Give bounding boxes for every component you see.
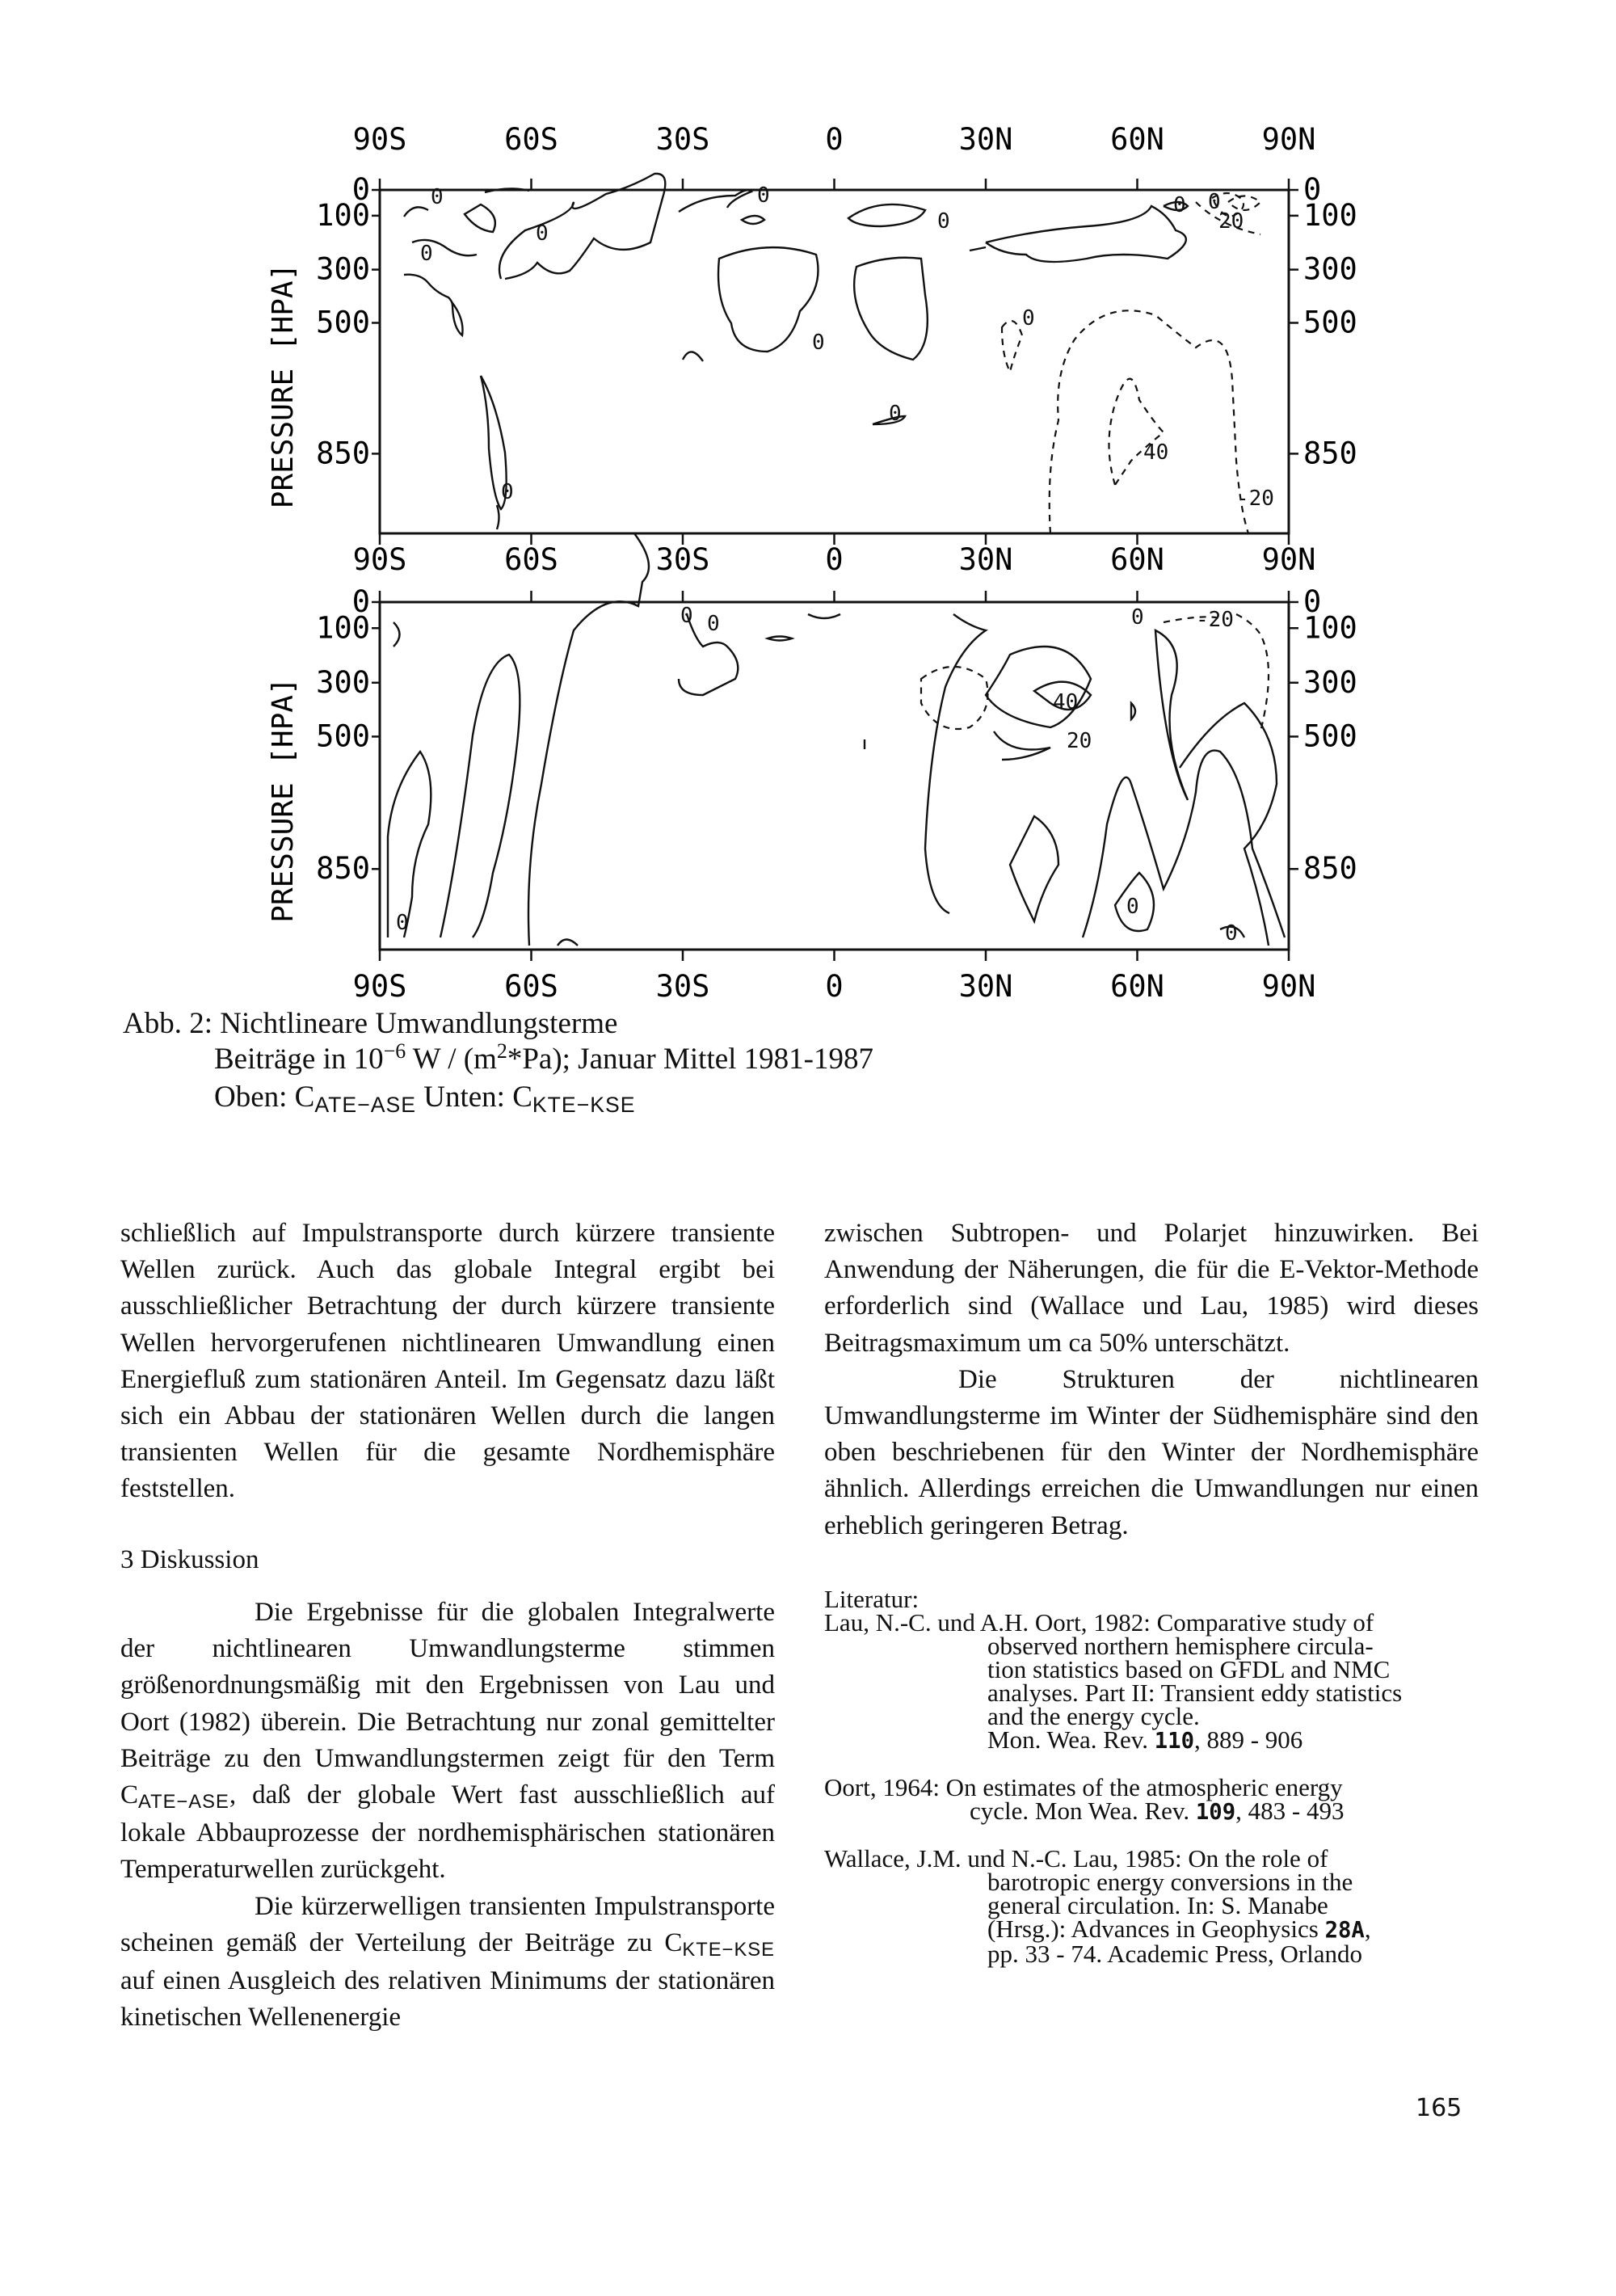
right-paragraph-1: zwischen Subtropen- und Polarjet hinzuwirken. Bei Anwendung der Näherungen, die für die E-Vektor-Methode erforderlich sind (Wallace und Lau, 1985) wird dieses Beitragsmaximum um ca 50% unterschätzt. <box>824 1219 1479 1358</box>
pressure-label-right: 0 <box>1303 172 1322 207</box>
pressure-label-right: 500 <box>1303 305 1357 340</box>
pressure-label-right: 850 <box>1303 436 1357 471</box>
reference-oort: Oort, 1964: On estimates of the atmospheric energy cycle. Mon Wea. Rev. 109, 483 - 493 <box>824 1773 1345 1825</box>
pressure-label-left: 850 <box>316 851 370 887</box>
contour-label: 40 <box>1053 690 1079 714</box>
pressure-label-left: 100 <box>316 610 370 646</box>
bottom-panel-contours <box>388 533 1285 946</box>
latitude-label-bottom: 90N <box>1261 969 1316 1004</box>
contour-label: 0 <box>536 221 549 246</box>
contour-label: 0 <box>501 480 514 504</box>
contour-label: 0 <box>1225 921 1238 946</box>
contour-label: 0 <box>1208 190 1221 214</box>
pressure-label-left: 500 <box>316 305 370 340</box>
latitude-label: 90N <box>1261 542 1316 577</box>
top-panel-contours <box>404 174 1188 529</box>
latitude-label-bottom: 0 <box>825 969 844 1004</box>
pressure-label-left: 100 <box>316 197 370 233</box>
references <box>824 1585 1495 1968</box>
latitude-label: 30S <box>655 122 710 157</box>
y-axis-title: PRESSURE [HPA] <box>267 263 300 509</box>
contour-label: 20 <box>1067 729 1092 753</box>
latitude-label: 90S <box>352 542 407 577</box>
left-paragraph-3: Die kürzerwelligen transienten Impulstransporte scheinen gemäß der Verteilung der Beiträge zu CKTE−KSE auf einen Ausgleich des relativen Minimums der stationären kinetischen Wellenenergie <box>120 1891 775 2033</box>
pressure-label-right: 850 <box>1303 851 1357 887</box>
contour-label: 0 <box>757 183 770 208</box>
contour-label: 0 <box>1173 193 1186 217</box>
right-column <box>824 1215 1479 1544</box>
latitude-label: 30N <box>958 122 1013 157</box>
latitude-label-bottom: 30S <box>655 969 710 1004</box>
literature-heading: Literatur: <box>824 1585 920 1613</box>
contour-label: 0 <box>396 911 409 935</box>
latitude-label: 60S <box>504 122 558 157</box>
caption-line-1: Abb. 2: Nichtlineare Umwandlungsterme <box>123 1007 618 1040</box>
pressure-label-left: 500 <box>316 718 370 754</box>
contour-label: 0 <box>680 604 693 628</box>
caption-line-2: Beiträge in $10^{-6}$ W / $(m^2*Pa)$; Januar Mittel 1981-1987 <box>214 1039 874 1076</box>
page-number: 165 <box>1416 2094 1462 2122</box>
pressure-label-right: 0 <box>1303 584 1322 619</box>
contour-label: 0 <box>937 209 950 234</box>
pressure-label-left: 300 <box>316 664 370 700</box>
latitude-label: 90S <box>352 122 407 157</box>
left-paragraph-2: Die Ergebnisse für die globalen Integralwerte der nichtlinearen Umwandlungsterme stimmen größenordnungsmäßig mit den Ergebnissen von Lau und Oort (1982) überein. Die Betrachtung nur zonal gemittelter Beiträge zu den Umwandlungstermen zeigt für den Term CATE−ASE, daß der globale Wert fast ausschließlich auf lokale Abbauprozesse der nordhemisphärischen stationären Temperaturwellen zurückgeht. <box>120 1598 775 1885</box>
top-panel-dashed-contours <box>1002 193 1260 533</box>
pressure-label-right: 100 <box>1303 610 1357 646</box>
contour-label: 0 <box>420 242 433 266</box>
latitude-label: 60N <box>1110 122 1164 157</box>
right-paragraph-2: Die Strukturen der nichtlinearen Umwandlungsterme im Winter der Südhemisphäre sind den oben beschriebenen für den Winter der Nordhemisphäre ähnlich. Allerdings erreichen die Umwandlungen nur einen erheblich geringeren Betrag. <box>824 1364 1479 1540</box>
latitude-label-bottom: 30N <box>958 969 1013 1004</box>
latitude-label-bottom: 60N <box>1110 969 1164 1004</box>
pressure-label-left: 300 <box>316 251 370 287</box>
left-column <box>120 1215 775 1508</box>
latitude-label: 60N <box>1110 542 1164 577</box>
reference-wallace-lau: Wallace, J.M. und N.-C. Lau, 1985: On the role of barotropic energy conversions in the general circulation. In: S. Manabe (Hrsg.): Advances in Geophysics 28A, pp. 33 - 74. Academic Press, Orlando <box>824 1844 1371 1968</box>
latitude-label: 30N <box>958 542 1013 577</box>
left-column-discussion <box>120 1595 775 2036</box>
left-paragraph-1: schließlich auf Impulstransporte durch kürzere transiente Wellen zurück. Auch das globale Integral ergibt bei ausschließlicher Betrachtung der durch kürzere transiente Wellen hervorgerufenen nichtlinearen Umwandlung einen Energiefluß zum stationären Anteil. Im Gegensatz dazu läßt sich ein Abbau der stationären Wellen durch die langen transienten Wellen für die gesamte Nordhemisphäre feststellen. <box>120 1219 775 1504</box>
contour-label: 0 <box>1126 895 1139 919</box>
pressure-label-right: 500 <box>1303 718 1357 754</box>
pressure-label-right: 300 <box>1303 251 1357 287</box>
latitude-label: 0 <box>825 122 844 157</box>
contour-label: 0 <box>707 612 720 636</box>
y-axis-title: PRESSURE [HPA] <box>267 677 300 923</box>
latitude-label: 90N <box>1261 122 1316 157</box>
latitude-label-bottom: 90S <box>352 969 407 1004</box>
contour-label: 0 <box>431 185 444 209</box>
pressure-label-right: 300 <box>1303 664 1357 700</box>
section-heading: 3 Diskussion <box>120 1545 259 1574</box>
contour-label: 0 <box>889 402 902 426</box>
contour-label: 0 <box>1022 306 1035 331</box>
contour-label: -20 <box>1196 608 1234 632</box>
pressure-label-left: 850 <box>316 436 370 471</box>
caption-line-3: Oben: CATE−ASE Unten: CKTE−KSE <box>214 1081 636 1117</box>
pressure-label-right: 100 <box>1303 197 1357 233</box>
pressure-label-left: 0 <box>351 584 370 619</box>
contour-label: 40 <box>1143 440 1169 465</box>
contour-label: 20 <box>1218 209 1244 234</box>
reference-lau-oort: Lau, N.-C. und A.H. Oort, 1982: Comparative study of observed northern hemisphere circula- tion statistics based on GFDL and NMC analyses. Part II: Transient eddy statistics and the energy cycle. Mon. Wea. Rev. 110, 889 - 906 <box>824 1608 1403 1754</box>
pressure-label-left: 0 <box>351 172 370 207</box>
latitude-label-bottom: 60S <box>504 969 558 1004</box>
contour-figure <box>0 0 1616 1018</box>
latitude-label: 60S <box>504 542 558 577</box>
panel-frame <box>380 190 1289 533</box>
contour-label: 0 <box>812 331 825 355</box>
latitude-label: 0 <box>825 542 844 577</box>
contour-label: 0 <box>1131 605 1144 630</box>
latitude-label: 30S <box>655 542 710 577</box>
figure-caption <box>123 1006 873 1117</box>
contour-label: -20 <box>1236 487 1274 511</box>
